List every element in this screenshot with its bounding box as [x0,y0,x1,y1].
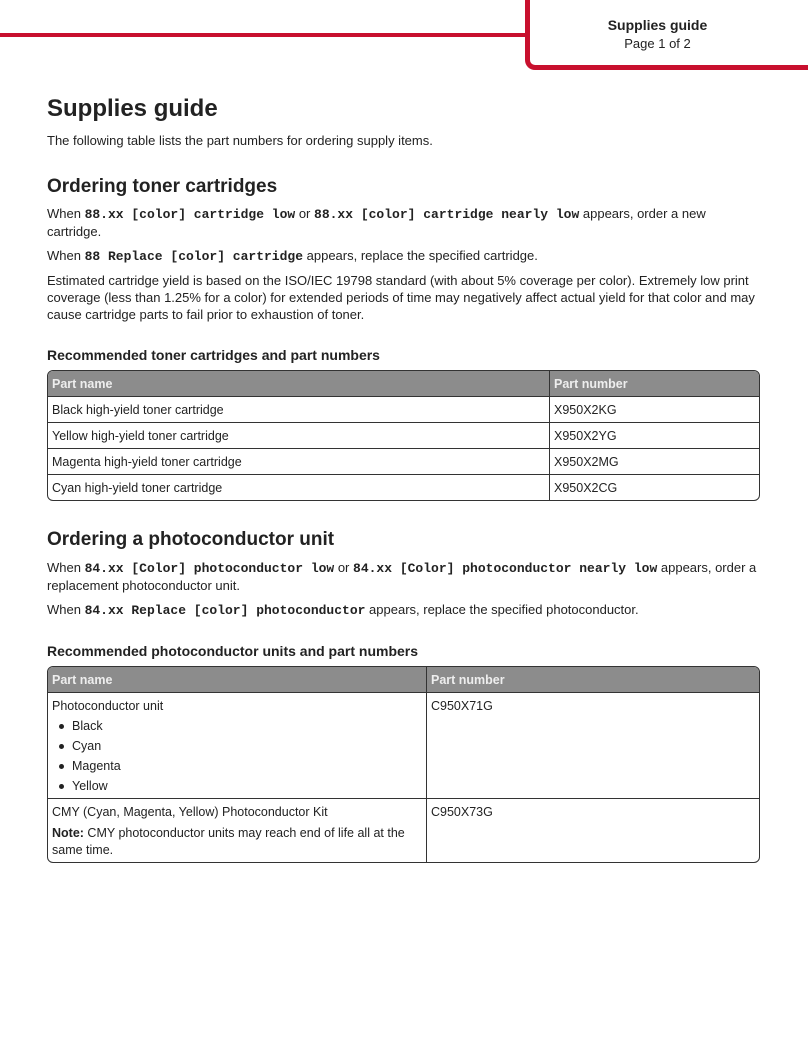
part-name-cell [48,693,427,798]
photoconductor-paragraph-1: When 84.xx [Color] photoconductor low or 84.xx [Color] photoconductor nearly low appears, order a replacement photoconductor unit. [47,560,757,594]
photoconductor-table-title: Recommended photoconductor units and part numbers [47,643,419,660]
table-row [48,448,759,474]
note-text: CMY photoconductor units may reach end of life all at the same time. [52,826,405,858]
part-number-cell: X950X2KG [554,403,617,418]
table-header-row [48,667,759,692]
table-row [48,692,759,798]
table-row [48,474,759,500]
toner-heading: Ordering toner cartridges [47,175,278,197]
column-header: Part name [48,371,550,396]
header-page-number: Page 1 of 2 [624,36,691,51]
toner-paragraph-3: Estimated cartridge yield is based on the ISO/IEC 19798 standard (with about 5% coverage per color). Extremely low print coverage (less than 1.25% for a color) for extended periods of time may negatively affect actual yield for that color and may cause cartridge parts to fail prior to exhaustion of toner. [47,273,755,323]
code-text: 84.xx [Color] photoconductor nearly low [353,561,658,577]
code-text: 88.xx [color] cartridge low [84,207,296,223]
header-rule [0,33,530,37]
photoconductor-table [47,666,760,863]
part-name-cell: Cyan high-yield toner cartridge [48,475,550,500]
header-title: Supplies guide [607,17,708,33]
part-name-cell: Yellow high-yield toner cartridge [48,423,550,448]
toner-paragraph-2: When 88 Replace [color] cartridge appears, replace the specified cartridge. [47,248,538,265]
code-text: 88.xx [color] cartridge nearly low [314,207,580,223]
toner-table-title: Recommended toner cartridges and part numbers [47,347,380,364]
list-item: Magenta [52,758,422,775]
photoconductor-heading: Ordering a photoconductor unit [47,529,335,551]
page-title: Supplies guide [47,95,218,122]
list-item: Yellow [52,778,422,795]
note-label: Note: [52,826,84,841]
column-header: Part number [554,377,628,392]
intro-text: The following table lists the part numbers for ordering supply items. [47,132,433,148]
part-name-cell: Magenta high-yield toner cartridge [48,449,550,474]
part-number-cell: X950X2YG [554,429,617,444]
photoconductor-paragraph-2: When 84.xx Replace [color] photoconductor appears, replace the specified photoconductor. [47,602,639,619]
table-row [48,396,759,422]
list-item: Black [52,718,422,735]
document-body [47,95,761,863]
code-text: 84.xx Replace [color] photoconductor [84,603,366,619]
table-header-row [48,371,759,396]
part-number-cell: X950X2CG [554,481,618,496]
part-name-cell [48,799,427,862]
part-number-cell: X950X2MG [554,455,619,470]
part-name: Photoconductor unit [52,699,164,714]
note [52,825,422,859]
part-number-cell: C950X71G [431,699,493,714]
part-name: CMY (Cyan, Magenta, Yellow) Photoconductor Kit [52,805,328,820]
code-text: 88 Replace [color] cartridge [84,249,304,265]
column-header: Part name [48,667,427,692]
part-number-cell: C950X73G [431,805,493,820]
code-text: 84.xx [Color] photoconductor low [84,561,335,577]
table-row [48,422,759,448]
toner-table [47,370,760,501]
header-corner-frame [525,0,808,70]
column-header: Part number [431,673,505,688]
table-row [48,798,759,862]
list-item: Cyan [52,738,422,755]
toner-paragraph-1: When 88.xx [color] cartridge low or 88.xx [color] cartridge nearly low appears, order a new cartridge. [47,206,706,240]
part-name-cell: Black high-yield toner cartridge [48,397,550,422]
